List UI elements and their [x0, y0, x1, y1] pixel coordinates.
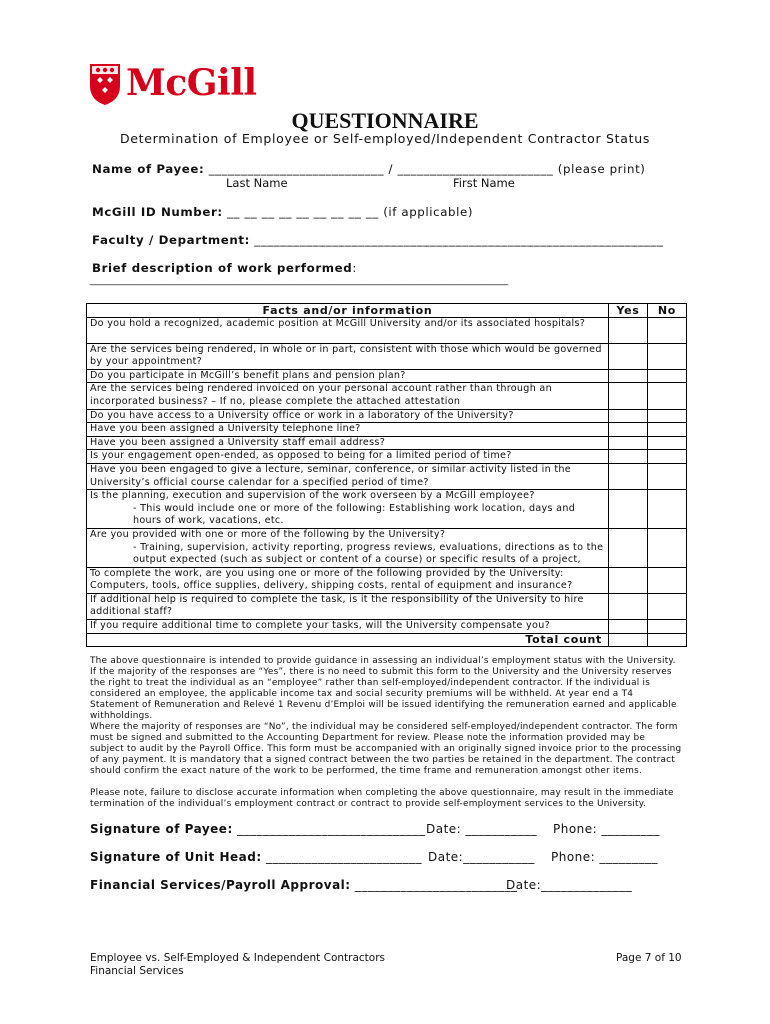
yes-checkbox-cell[interactable]	[609, 528, 648, 567]
unit-head-phone-field[interactable]: Phone: _________	[551, 850, 659, 864]
mcgill-crest-icon	[88, 62, 122, 106]
page-number: Page 7 of 10	[616, 952, 682, 964]
questionnaire-table	[86, 303, 687, 647]
question-text: If additional help is required to complete the task, is it the responsibility of the University to hire additional staff?	[90, 593, 584, 618]
question-cell	[87, 436, 609, 450]
payee-date-field[interactable]: Date: ___________	[426, 822, 538, 836]
no-checkbox-cell[interactable]	[648, 383, 687, 409]
question-text: Is your engagement open-ended, as opposed to being for a limited period of time?	[90, 450, 512, 462]
question-cell	[87, 450, 609, 464]
yes-checkbox-cell[interactable]	[609, 450, 648, 464]
no-checkbox-cell[interactable]	[648, 620, 687, 634]
header-yes: Yes	[609, 304, 648, 318]
faculty-label: Faculty / Department:	[92, 233, 250, 247]
payee-first-name-field[interactable]: ________________________	[397, 162, 554, 176]
question-text: Do you have access to a University office or work in a laboratory of the University?	[90, 409, 514, 421]
question-text: Have you been assigned a University telephone line?	[90, 423, 361, 435]
no-checkbox-cell[interactable]	[648, 450, 687, 464]
table-row	[87, 383, 687, 409]
payee-name-label: Name of Payee:	[92, 162, 205, 176]
no-checkbox-cell[interactable]	[648, 593, 687, 619]
no-checkbox-cell[interactable]	[648, 463, 687, 489]
no-checkbox-cell[interactable]	[648, 369, 687, 383]
page-subtitle: Determination of Employee or Self-employed/Independent Contractor Status	[119, 131, 651, 146]
table-row	[87, 436, 687, 450]
total-no-cell[interactable]	[648, 633, 687, 647]
question-cell	[87, 318, 609, 344]
no-checkbox-cell[interactable]	[648, 528, 687, 567]
total-yes-cell[interactable]	[609, 633, 648, 647]
total-count-label: Total count	[87, 633, 609, 647]
guidance-paragraph-3: Please note, failure to disclose accurate information when completing the above questionnaire, may result in the immediate termination of the individual’s employment contract or contract to provide self-employment services to the University.	[90, 788, 674, 810]
table-header-row	[87, 304, 687, 318]
question-cell	[87, 620, 609, 634]
guidance-paragraph-2: Where the majority of responses are “No”, the individual may be considered self-employed/independent contractor. The form must be signed and submitted to the Accounting Department for review. Please note the information provided may be subject to audit by the Payroll Office. This form must be accompanied with an originally signed invoice prior to the processing of any payment. It is mandatory that a signed contract between the two parties be retained in the department. The contract should confirm the exact nature of the work to be performed, the time frame and remuneration amongst other items.	[90, 722, 682, 777]
table-row	[87, 593, 687, 619]
question-subtext: - This would include one or more of the following: Establishing work location, days and hours of work, vacations, etc.	[133, 502, 576, 527]
no-checkbox-cell[interactable]	[648, 490, 687, 529]
question-cell	[87, 593, 609, 619]
financial-services-date-field[interactable]: Date:______________	[506, 878, 633, 892]
yes-checkbox-cell[interactable]	[609, 593, 648, 619]
no-checkbox-cell[interactable]	[648, 423, 687, 437]
question-cell	[87, 463, 609, 489]
mcgill-id-row	[92, 205, 473, 219]
financial-services-approval-row	[90, 878, 517, 892]
total-row	[87, 633, 687, 647]
question-cell	[87, 409, 609, 423]
yes-checkbox-cell[interactable]	[609, 383, 648, 409]
question-text: Do you hold a recognized, academic position at McGill University and/or its associated hospitals?	[90, 318, 586, 329]
payee-name-hint: (please print)	[557, 162, 646, 176]
unit-head-signature-field[interactable]: ________________________	[265, 850, 422, 864]
yes-checkbox-cell[interactable]	[609, 436, 648, 450]
payee-signature-field[interactable]: _____________________________	[237, 822, 426, 836]
yes-checkbox-cell[interactable]	[609, 490, 648, 529]
payee-signature-label: Signature of Payee:	[90, 822, 233, 836]
yes-checkbox-cell[interactable]	[609, 369, 648, 383]
payee-signature-row	[90, 822, 426, 836]
table-row	[87, 450, 687, 464]
questionnaire-body	[87, 318, 687, 634]
question-cell	[87, 528, 609, 567]
first-name-caption: First Name	[453, 176, 515, 190]
question-text: Have you been assigned a University staff email address?	[90, 436, 386, 448]
question-text: To complete the work, are you using one or more of the following provided by the University: Computers, tools, office supplies, delivery, shipping costs, rental of equipment and insurance?	[90, 567, 573, 592]
table-row	[87, 463, 687, 489]
question-text: Have you been engaged to give a lecture, seminar, conference, or similar activity listed in the University’s official course calendar for a specified period of time?	[90, 463, 571, 488]
guidance-paragraph-1: The above questionnaire is intended to provide guidance in assessing an individual’s employment status with the University. If the majority of the responses are “Yes”, there is no need to submit this form to the University and the University reserves the right to treat the individual as an “employee” rather than self-employed/independent contractor. If the individual is considered an employee, the applicable income tax and social security premiums will be withheld. At year end a T4 Statement of Remuneration and Relevé 1 Revenu d’Emploi will be issued identifying the remuneration earned and applicable withholdings.	[90, 656, 677, 722]
no-checkbox-cell[interactable]	[648, 436, 687, 450]
question-cell	[87, 369, 609, 383]
table-row	[87, 343, 687, 369]
faculty-field[interactable]: _______________________________________________________________	[254, 233, 664, 247]
page-title: QUESTIONNAIRE	[291, 108, 479, 133]
table-row	[87, 490, 687, 529]
unit-head-signature-label: Signature of Unit Head:	[90, 850, 262, 864]
header-facts: Facts and/or information	[87, 304, 609, 318]
work-description-colon: :	[352, 261, 357, 275]
no-checkbox-cell[interactable]	[648, 567, 687, 593]
question-text: Are the services being rendered invoiced on your personal account rather than through an incorporated business? – If no, please complete the attached attestation	[90, 383, 552, 407]
question-cell	[87, 423, 609, 437]
footer-department: Financial Services	[90, 965, 184, 977]
mcgill-wordmark: McGill	[126, 62, 257, 104]
yes-checkbox-cell[interactable]	[609, 343, 648, 369]
yes-checkbox-cell[interactable]	[609, 318, 648, 344]
question-text: Are the services being rendered, in whole or in part, consistent with those which would be governed by your appointment?	[90, 343, 602, 368]
yes-checkbox-cell[interactable]	[609, 423, 648, 437]
header-no: No	[648, 304, 687, 318]
question-text: Is the planning, execution and supervision of the work overseen by a McGill employee?	[90, 490, 535, 502]
work-description-label: Brief description of work performed	[92, 261, 353, 275]
yes-checkbox-cell[interactable]	[609, 567, 648, 593]
yes-checkbox-cell[interactable]	[609, 620, 648, 634]
work-description-row	[92, 261, 357, 275]
mcgill-id-label: McGill ID Number:	[92, 205, 223, 219]
mcgill-logo	[88, 62, 268, 108]
table-row	[87, 620, 687, 634]
yes-checkbox-cell[interactable]	[609, 409, 648, 423]
table-row	[87, 369, 687, 383]
question-cell	[87, 343, 609, 369]
last-name-caption: Last Name	[226, 176, 288, 190]
faculty-row	[92, 233, 664, 247]
financial-services-approval-label: Financial Services/Payroll Approval:	[90, 878, 351, 892]
yes-checkbox-cell[interactable]	[609, 463, 648, 489]
question-text: Do you participate in McGill’s benefit plans and pension plan?	[90, 369, 406, 381]
financial-services-approval-field[interactable]: _________________________	[354, 878, 518, 892]
payee-name-row	[92, 162, 646, 176]
payee-phone-field[interactable]: Phone: _________	[553, 822, 661, 836]
unit-head-signature-row	[90, 850, 422, 864]
unit-head-date-field[interactable]: Date:___________	[428, 850, 535, 864]
no-checkbox-cell[interactable]	[648, 343, 687, 369]
payee-last-name-field[interactable]: ___________________________	[208, 162, 385, 176]
table-row	[87, 423, 687, 437]
no-checkbox-cell[interactable]	[648, 409, 687, 423]
payee-name-separator: /	[388, 162, 394, 176]
table-row	[87, 567, 687, 593]
question-subtext: - Training, supervision, activity reporting, progress reviews, evaluations, directions as to the output expected (such as subject or content of a course) or specific results of a project,	[133, 541, 604, 566]
table-row	[87, 528, 687, 567]
question-text: If you require additional time to complete your tasks, will the University compensate you?	[90, 620, 550, 632]
mcgill-id-hint: (if applicable)	[383, 205, 474, 219]
no-checkbox-cell[interactable]	[648, 318, 687, 344]
work-description-field[interactable]: __________________________________________________________________________________	[90, 275, 509, 286]
question-cell	[87, 383, 609, 409]
question-cell	[87, 567, 609, 593]
footer-document-title: Employee vs. Self-Employed & Independent Contractors	[90, 952, 385, 964]
table-row	[87, 409, 687, 423]
table-row	[87, 318, 687, 344]
question-cell	[87, 490, 609, 529]
mcgill-id-field[interactable]: __ __ __ __ __ __ __ __ __	[227, 205, 379, 219]
question-text: Are you provided with one or more of the following by the University?	[90, 528, 446, 540]
